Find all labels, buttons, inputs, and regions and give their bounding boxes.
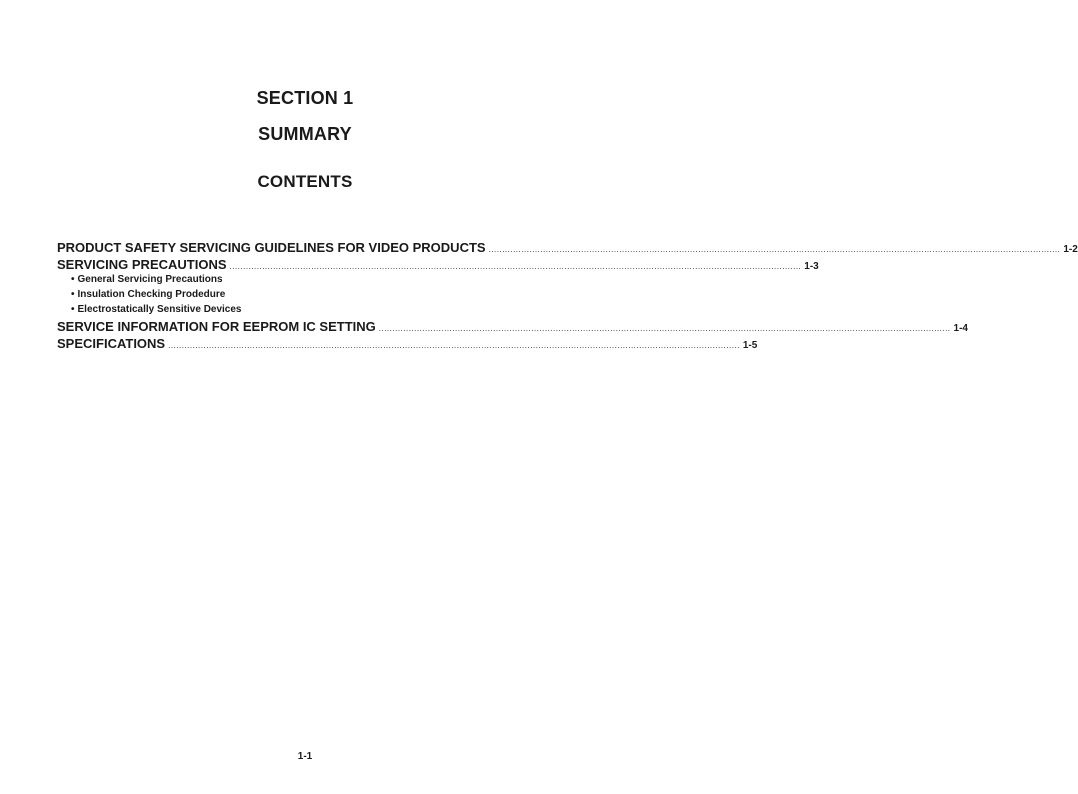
page-number: 1-1	[297, 751, 313, 762]
contents-heading: CONTENTS	[257, 172, 353, 191]
toc-entry-page: 1-2	[1063, 244, 1078, 255]
toc-entry-page: 1-4	[953, 323, 968, 334]
toc-entry-label: SERVICE INFORMATION FOR EEPROM IC SETTING	[57, 319, 376, 334]
table-of-contents	[57, 240, 1078, 353]
toc-entry-product-safety[interactable]	[57, 240, 1078, 257]
summary-title: SUMMARY	[258, 124, 352, 144]
toc-subentry-label: Insulation Checking Prodedure	[77, 289, 226, 300]
toc-entry-specifications[interactable]	[57, 336, 758, 353]
toc-subentry-insulation-checking[interactable]	[57, 289, 554, 304]
bullet-icon: •	[71, 274, 75, 285]
dot-leader: ..................................................................................................................................................................................................................	[229, 262, 802, 271]
toc-entry-page: 1-3	[804, 261, 819, 272]
dot-leader: ..................................................................................................................................................................................................................	[378, 324, 951, 333]
bullet-icon: •	[71, 289, 75, 300]
toc-subentry-electrostatic-devices[interactable]	[57, 304, 554, 319]
toc-entry-page: 1-5	[742, 340, 758, 351]
toc-entry-label: SPECIFICATIONS	[57, 336, 166, 351]
toc-entry-label: PRODUCT SAFETY SERVICING GUIDELINES FOR VIDEO PRODUCTS	[57, 240, 486, 255]
toc-subentry-general-servicing[interactable]	[57, 274, 554, 289]
dot-leader: ..................................................................................................................................................................................................................	[488, 245, 1061, 254]
section-heading: SECTION 1	[256, 88, 354, 108]
toc-entry-servicing-precautions[interactable]	[57, 257, 819, 274]
bullet-icon: •	[71, 304, 75, 315]
toc-subentry-label: General Servicing Precautions	[77, 274, 223, 285]
toc-entry-eeprom-setting[interactable]	[57, 319, 968, 336]
dot-leader: ..................................................................................................................................................................................................................	[168, 341, 740, 350]
toc-subentry-label: Electrostatically Sensitive Devices	[77, 304, 242, 315]
toc-entry-label: SERVICING PRECAUTIONS	[57, 257, 227, 272]
